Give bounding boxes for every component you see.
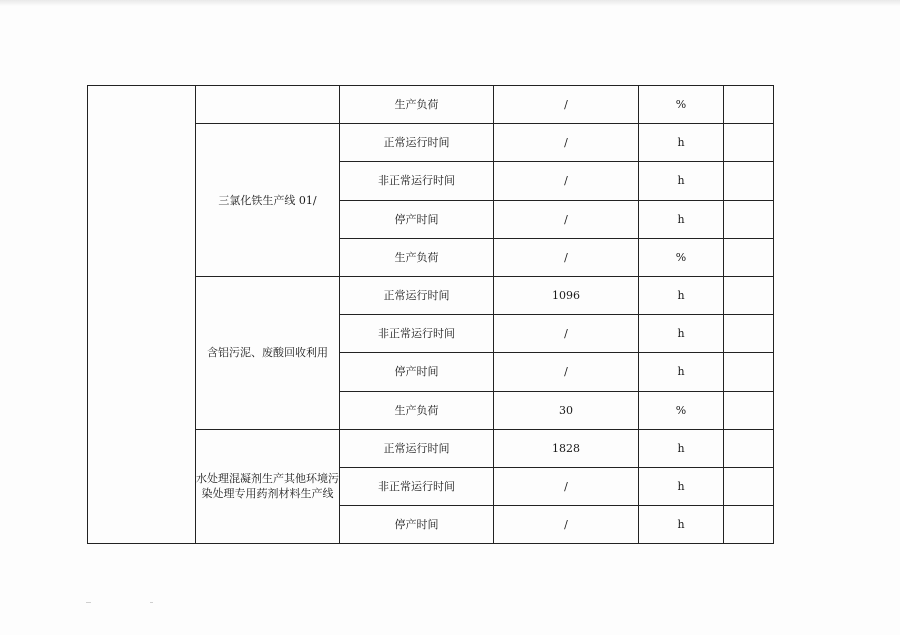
value-cell: 30 — [494, 391, 639, 429]
group-name-cell: 水处理混凝剂生产其他环境污染处理专用药剂材料生产线 — [196, 429, 340, 544]
group-name-cell: 三氯化铁生产线 01/ — [196, 124, 340, 277]
scan-top-edge — [0, 0, 900, 6]
group-name-cell: 含铝污泥、废酸回收利用 — [196, 276, 340, 429]
table-row — [88, 86, 774, 124]
remark-cell — [724, 315, 774, 353]
value-cell: / — [494, 162, 639, 200]
remark-cell — [724, 238, 774, 276]
item-cell: 生产负荷 — [340, 238, 494, 276]
value-cell: / — [494, 315, 639, 353]
item-cell: 正常运行时间 — [340, 124, 494, 162]
value-cell: / — [494, 353, 639, 391]
item-cell: 正常运行时间 — [340, 276, 494, 314]
item-cell: 正常运行时间 — [340, 429, 494, 467]
unit-cell: % — [639, 238, 724, 276]
remark-cell — [724, 353, 774, 391]
value-cell: / — [494, 124, 639, 162]
remark-cell — [724, 429, 774, 467]
unit-cell: h — [639, 162, 724, 200]
unit-cell: % — [639, 86, 724, 124]
production-status-table — [87, 85, 774, 544]
remark-cell — [724, 86, 774, 124]
value-cell: / — [494, 86, 639, 124]
scan-speck — [86, 602, 91, 603]
unit-cell: % — [639, 391, 724, 429]
remark-cell — [724, 506, 774, 544]
item-cell: 非正常运行时间 — [340, 467, 494, 505]
item-cell: 非正常运行时间 — [340, 315, 494, 353]
unit-cell: h — [639, 200, 724, 238]
remark-cell — [724, 276, 774, 314]
unit-cell: h — [639, 506, 724, 544]
remark-cell — [724, 124, 774, 162]
value-cell: / — [494, 467, 639, 505]
value-cell: 1096 — [494, 276, 639, 314]
item-cell: 生产负荷 — [340, 86, 494, 124]
item-cell: 停产时间 — [340, 353, 494, 391]
unit-cell: h — [639, 429, 724, 467]
item-cell: 生产负荷 — [340, 391, 494, 429]
value-cell: / — [494, 238, 639, 276]
outer-category-cell — [88, 86, 196, 544]
unit-cell: h — [639, 276, 724, 314]
group-name-cell — [196, 86, 340, 124]
unit-cell: h — [639, 315, 724, 353]
scan-speck — [150, 602, 153, 603]
unit-cell: h — [639, 467, 724, 505]
remark-cell — [724, 391, 774, 429]
value-cell: / — [494, 506, 639, 544]
unit-cell: h — [639, 124, 724, 162]
value-cell: 1828 — [494, 429, 639, 467]
value-cell: / — [494, 200, 639, 238]
item-cell: 非正常运行时间 — [340, 162, 494, 200]
item-cell: 停产时间 — [340, 200, 494, 238]
item-cell: 停产时间 — [340, 506, 494, 544]
remark-cell — [724, 162, 774, 200]
unit-cell: h — [639, 353, 724, 391]
remark-cell — [724, 200, 774, 238]
remark-cell — [724, 467, 774, 505]
